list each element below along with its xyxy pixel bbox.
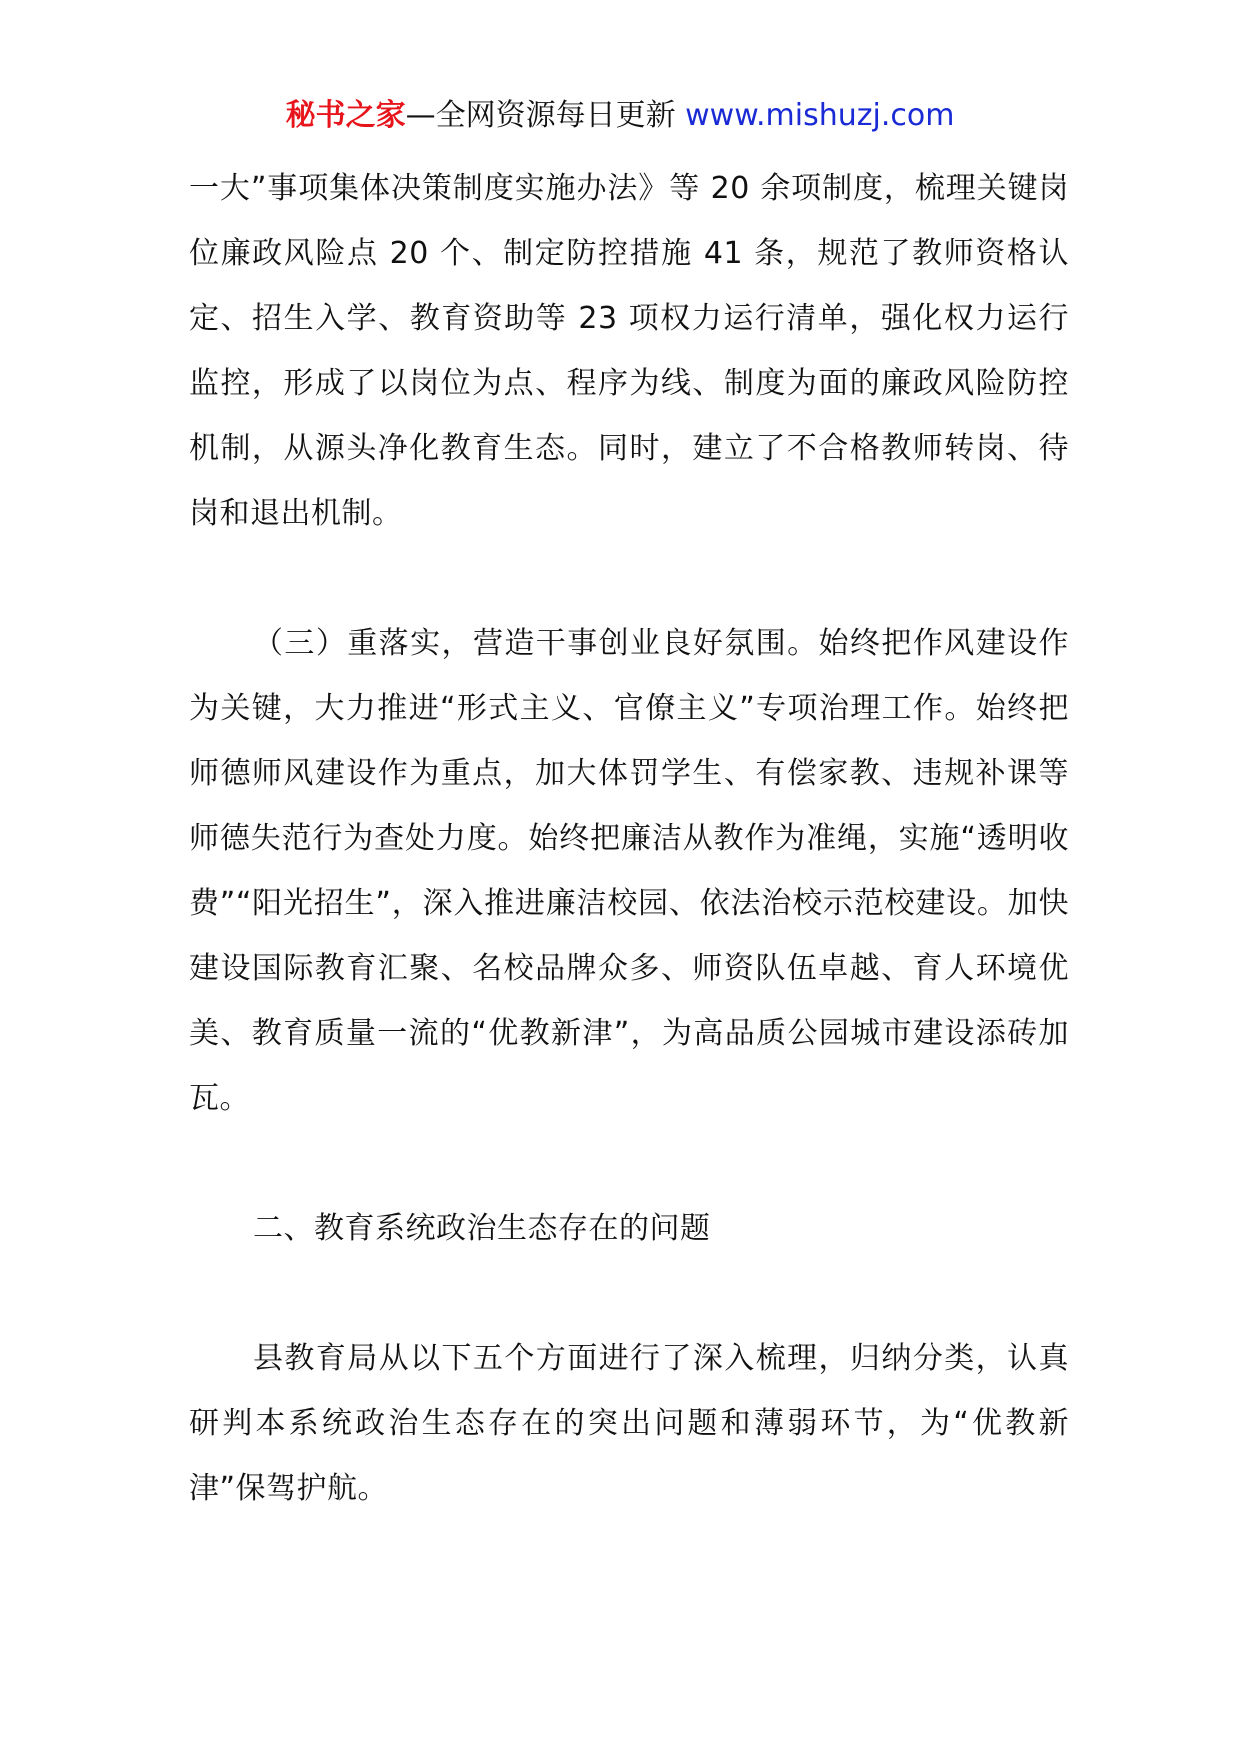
site-header — [0, 96, 1240, 136]
paragraph-spacer — [189, 546, 1069, 611]
brand-name: 秘书之家 — [285, 98, 406, 133]
header-tagline: —全网资源每日更新 — [405, 98, 686, 133]
section-heading-two: 二、教育系统政治生态存在的问题 — [253, 1211, 711, 1246]
website-link[interactable]: www.mishuzj.com — [685, 98, 955, 133]
document-body — [189, 156, 1069, 1521]
paragraph-section-three: （三）重落实，营造干事创业良好氛围。始终把作风建设作为关键，大力推进“形式主义、官僚主义”专项治理工作。始终把师德师风建设作为重点，加大体罚学生、有偿家教、违规补课等师德失范行为查处力度。始终把廉洁从教作为准绳，实施“透明收费”“阳光招生”，深入推进廉洁校园、依法治校示范校建设。加快建设国际教育汇聚、名校品牌众多、师资队伍卓越、育人环境优美、教育质量一流的“优教新津”，为高品质公园城市建设添砖加瓦。 — [189, 626, 1069, 1116]
paragraph-continued: 一大”事项集体决策制度实施办法》等 20 余项制度，梳理关键岗位廉政风险点 20 个、制定防控措施 41 条，规范了教师资格认定、招生入学、教育资助等 23 项权力运行清单，强化权力运行监控，形成了以岗位为点、程序为线、制度为面的廉政风险防控机制，从源头净化教育生态。同时，建立了不合格教师转岗、待岗和退出机制。 — [189, 171, 1069, 531]
paragraph-intro-problems: 县教育局从以下五个方面进行了深入梳理，归纳分类，认真研判本系统政治生态存在的突出问题和薄弱环节，为“优教新津”保驾护航。 — [189, 1341, 1069, 1506]
paragraph-spacer — [189, 1131, 1069, 1196]
paragraph-spacer — [189, 1261, 1069, 1326]
